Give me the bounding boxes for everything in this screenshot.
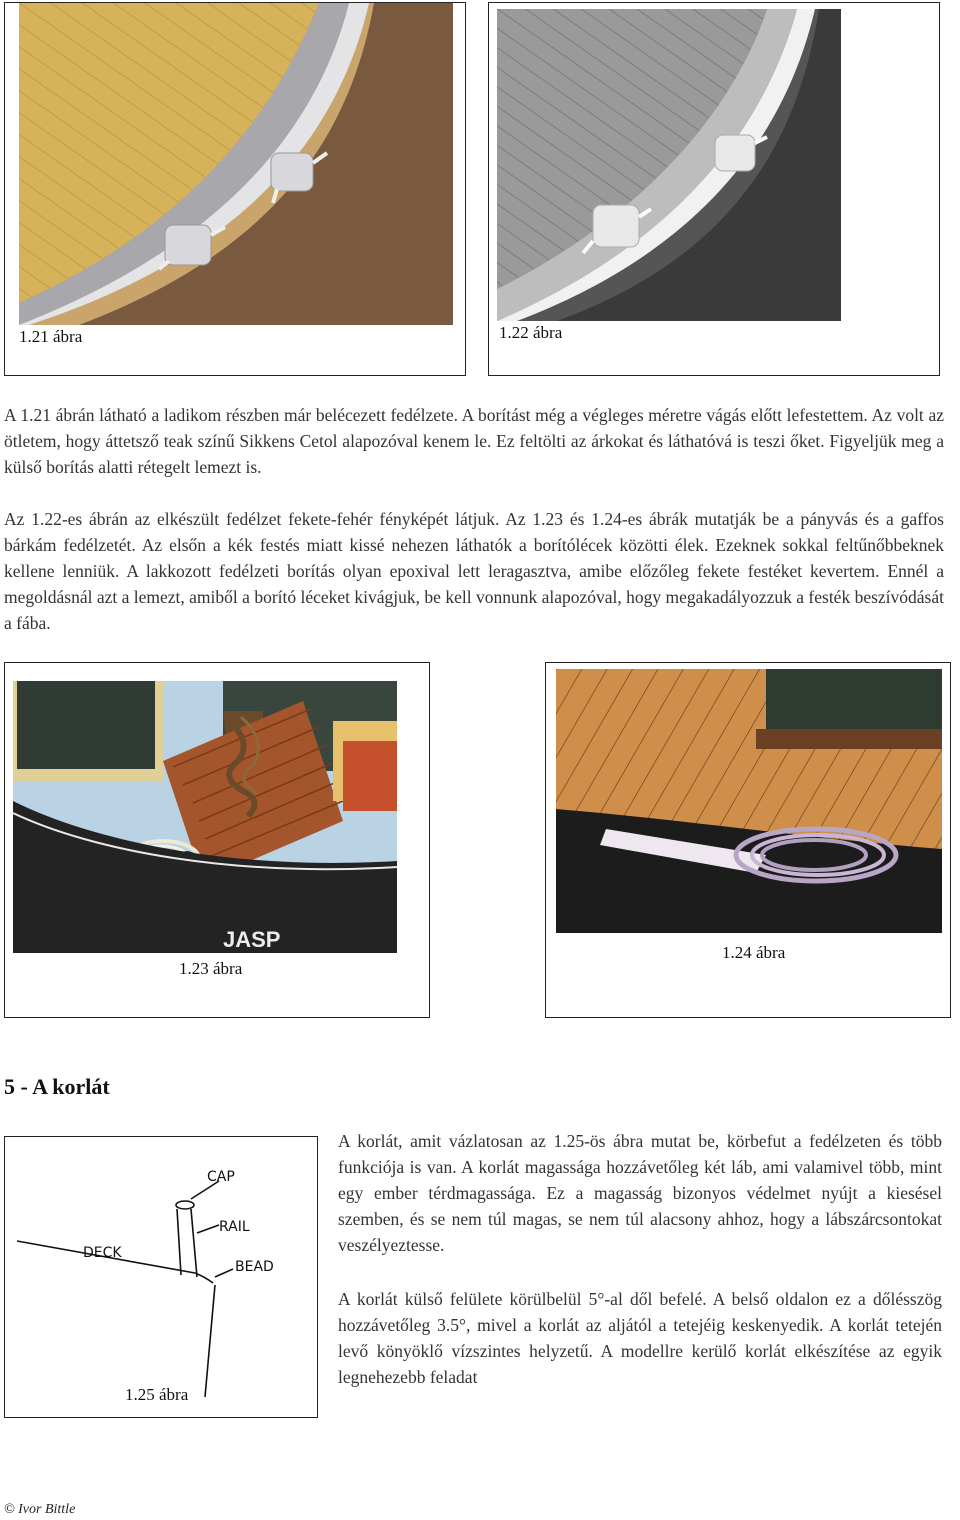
- paragraph-rail-intro: A korlát, amit vázlatosan az 1.25-ös ábra mutat be, körbefut a fedélzeten és több funkciója is van. A korlát magassága hozzávetőleg két láb, ami valamivel több, mint egy ember térdmagassága. Ez a magasság bizonyos védelmet nyújt a kiesésel szemben, és se nem túl magas, se nem túl alacsony ahhoz, hogy a lábszárcsontokat veszélyeztesse.: [338, 1131, 942, 1255]
- rail-cap: [176, 1201, 194, 1209]
- bead-curve: [195, 1273, 213, 1283]
- rail-post-left: [177, 1209, 181, 1275]
- deck-photo-color: [19, 3, 453, 325]
- section-heading: 5 - A korlát: [4, 1074, 110, 1099]
- rail-post-right: [191, 1209, 197, 1277]
- deck-photo-bw: [497, 9, 841, 321]
- deck-photo-blue: [13, 681, 397, 953]
- label-deck: DECK: [83, 1245, 122, 1261]
- figure-caption: 1.22 ábra: [499, 323, 563, 342]
- figure-caption: 1.23 ábra: [179, 959, 243, 978]
- deck-photo-varnished: [556, 669, 942, 933]
- figure-caption: 1.25 ábra: [125, 1385, 189, 1404]
- hull-outer-line: [205, 1285, 215, 1397]
- label-cap: CAP: [207, 1169, 235, 1185]
- figure-caption: 1.21 ábra: [19, 327, 83, 346]
- figure-1-25: [4, 1136, 318, 1418]
- figure-caption: 1.24 ábra: [722, 943, 786, 962]
- paragraph-fig122-124-description: Az 1.22-es ábrán az elkészült fedélzet fekete-fehér fényképét látjuk. Az 1.23 és 1.24-es ábrák mutatják be a pányvás és a gaffos bárkám fedélzetét. Az elsőn a kék festés miatt kissé nehezen láthatók a borítólécek közötti élek. Ezeknek sokkal feltűnőbbeknek kellene lenniük. A lakkozott fedélzeti borítás olyan epoxival lett leragasztva, amibe előzőleg fekete festéket kevertem. Ennél a megoldásnál azt a lemezt, amiből a borító léceket kivágjuk, be kell vonnunk alapozóval, hogy megakadályozzuk a festék beszívódását a fába.: [4, 509, 944, 633]
- rail-sketch: [5, 1137, 319, 1419]
- paragraph-rail-angles: A korlát külső felülete körülbelül 5°-al dől befelé. A belső oldalon ez a dőlésszög hozzávetőleg 3.5°, mivel a korlát az aljától a tetejéig keskenyedik. A korlát tetején levő könyöklő vízszintes helyzetű. A modellre kerülő korlát elkészítése az egyik legnehezebb feladat: [338, 1289, 942, 1387]
- paragraph-fig121-description: A 1.21 ábrán látható a ladikom részben már belécezett fedélzete. A borítást még a végleges méretre vágás előtt lefestettem. Az volt az ötletem, hogy áttetsző teak színű Sikkens Cetol alapozóval kenem le. Ez feltölti az árkokat és láthatóvá is teszi őket. Figyeljük meg a külső borítás alatti rétegelt lemezt is.: [4, 405, 944, 477]
- figure-1-22: [488, 2, 940, 376]
- hull-lettering: JASP: [223, 927, 281, 952]
- figure-1-21: [4, 2, 466, 376]
- figure-1-23: [4, 662, 430, 1018]
- copyright-footer: © Ivor Bittle: [4, 1502, 76, 1517]
- label-bead: BEAD: [235, 1259, 274, 1275]
- figure-1-24: [545, 662, 951, 1018]
- label-rail: RAIL: [219, 1219, 250, 1235]
